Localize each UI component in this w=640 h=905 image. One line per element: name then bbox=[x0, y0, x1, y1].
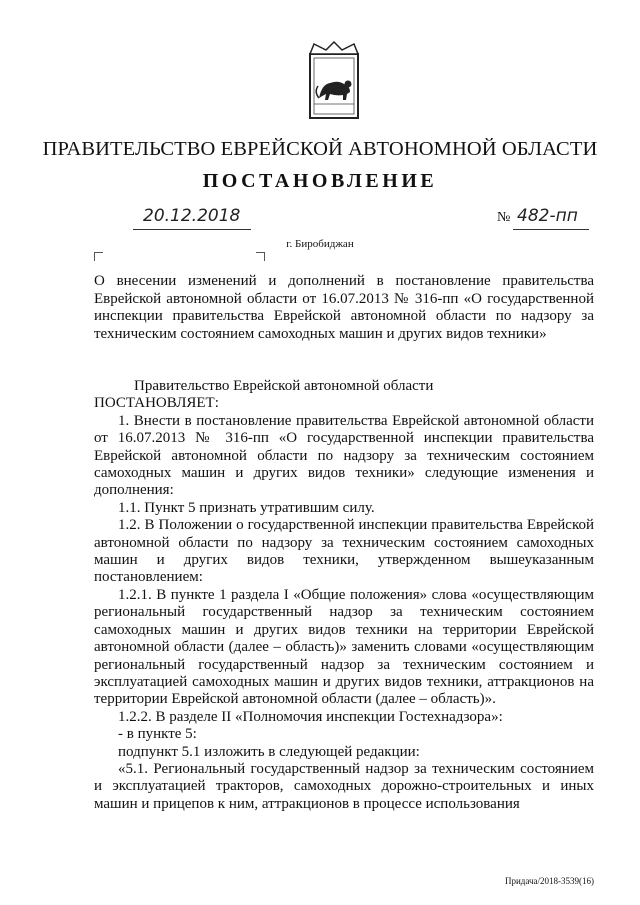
paragraph: 1.2.1. В пункте 1 раздела I «Общие положения» слова «осуществляющим региональный государственный надзор за техническим состоянием самоходных машин и других видов техники на территории Еврейской автономной области (далее – область)» заменить словами «осуществляющим региональный государственный надзор за техническим состоянием и эксплуатацией самоходных машин и других видов техники, аттракционов на территории Еврейской автономной области (далее – область)». bbox=[94, 586, 594, 708]
subject-corner-right bbox=[256, 252, 265, 261]
paragraph: - в пункте 5: bbox=[118, 726, 197, 743]
number-label: № bbox=[497, 210, 511, 225]
paragraph: Правительство Еврейской автономной области bbox=[134, 378, 434, 394]
document-subject: О внесении изменений и дополнений в постановление правительства Еврейской автономной области от 16.07.2013 № 316-пп «О государственной инспекции правительства Еврейской автономной области по надзору за техническим состоянием самоходных машин и других видов техники» bbox=[94, 273, 594, 342]
government-title: ПРАВИТЕЛЬСТВО ЕВРЕЙСКОЙ АВТОНОМНОЙ ОБЛАСТИ bbox=[42, 138, 598, 160]
paragraph: 1.2.2. В разделе II «Полномочия инспекции Гостехнадзора»: bbox=[118, 708, 503, 725]
number-underline bbox=[513, 229, 589, 230]
coat-of-arms-tiger-icon bbox=[306, 40, 362, 122]
paragraph: 1.2. В Положении о государственной инспекции правительства Еврейской автономной области по надзору за техническим состоянием самоходных машин и других видов техники, утвержденном вышеуказанным постановлением: bbox=[94, 517, 594, 586]
registration-stamp: Придача/2018-3539(16) bbox=[504, 876, 594, 886]
document-date: 20.12.2018 bbox=[143, 206, 241, 226]
document-body bbox=[94, 378, 594, 813]
paragraph: «5.1. Региональный государственный надзор за техническим состоянием и эксплуатацией тракторов, самоходных дорожно-строительных и иных машин и прицепов к ним, аттракционов в процессе использования bbox=[94, 760, 594, 812]
paragraph: 1. Внести в постановление правительства Еврейской автономной области от 16.07.2013 № 316-пп «О государственной инспекции правительства Еврейской автономной области по надзору за техническим состоянием самоходных машин и других видов техники» следующие изменения и дополнения: bbox=[94, 412, 594, 499]
document-number: 482-пп bbox=[517, 206, 578, 226]
paragraph: 1.1. Пункт 5 признать утратившим силу. bbox=[118, 499, 375, 516]
subject-corner-left bbox=[94, 252, 103, 261]
paragraph: ПОСТАНОВЛЯЕТ: bbox=[94, 395, 219, 412]
date-underline bbox=[133, 229, 251, 230]
city: г. Биробиджан bbox=[286, 238, 354, 250]
paragraph: подпункт 5.1 изложить в следующей редакции: bbox=[118, 743, 420, 760]
document-type: ПОСТАНОВЛЕНИЕ bbox=[202, 170, 438, 192]
